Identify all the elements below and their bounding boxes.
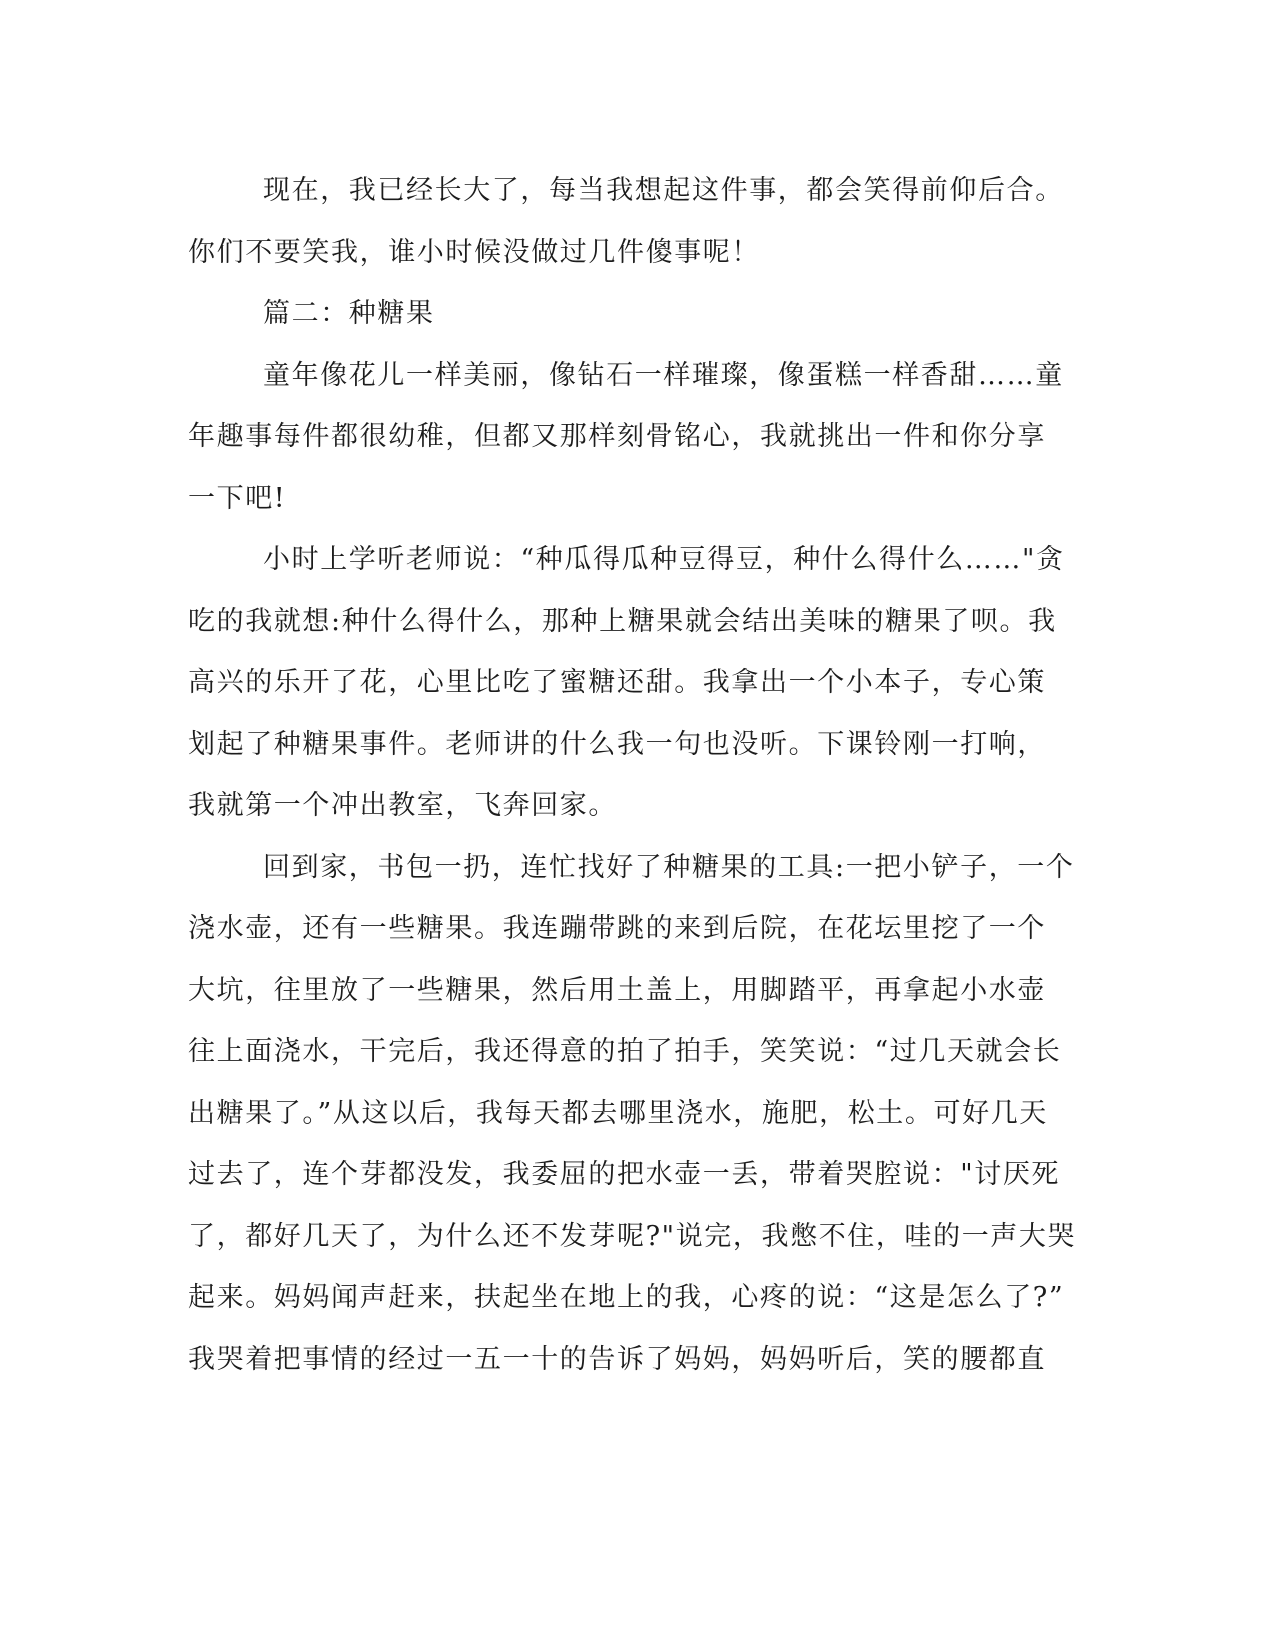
paragraph-line: 过去了，连个芽都没发，我委屈的把水壶一丢，带着哭腔说："讨厌死 bbox=[188, 1159, 1061, 1190]
paragraph-line: 出糖果了。”从这以后，我每天都去哪里浇水，施肥，松土。可好几天 bbox=[188, 1097, 1048, 1129]
paragraph-line: 起来。妈妈闻声赶来，扶起坐在地上的我，心疼的说：“这是怎么了?” bbox=[188, 1282, 1065, 1313]
paragraph-line: 一下吧! bbox=[188, 482, 287, 514]
paragraph-line: 划起了种糖果事件。老师讲的什么我一句也没听。下课铃刚一打响， bbox=[188, 728, 1046, 760]
paragraph-line: 小时上学听老师说：“种瓜得瓜种豆得豆，种什么得什么……"贪 bbox=[263, 544, 1065, 575]
paragraph-line: 高兴的乐开了花，心里比吃了蜜糖还甜。我拿出一个小本子，专心策 bbox=[188, 667, 1046, 698]
paragraph-line: 我就第一个冲出教室，飞奔回家。 bbox=[188, 790, 617, 821]
paragraph-line: 我哭着把事情的经过一五一十的告诉了妈妈，妈妈听后，笑的腰都直 bbox=[188, 1343, 1046, 1375]
paragraph-line: 童年像花儿一样美丽，像钻石一样璀璨，像蛋糕一样香甜……童 bbox=[263, 359, 1064, 391]
paragraph-line: 回到家，书包一扔，连忙找好了种糖果的工具:一把小铲子，一个 bbox=[263, 851, 1075, 883]
paragraph-line: 现在，我已经长大了，每当我想起这件事，都会笑得前仰后合。 bbox=[263, 175, 1064, 206]
paragraph-line: 你们不要笑我，谁小时候没做过几件傻事呢！ bbox=[188, 236, 760, 268]
document-body bbox=[188, 160, 1088, 1390]
section-heading: 篇二：种糖果 bbox=[263, 298, 435, 329]
paragraph-line: 浇水壶，还有一些糖果。我连蹦带跳的来到后院，在花坛里挖了一个 bbox=[188, 913, 1046, 944]
paragraph-line: 年趣事每件都很幼稚，但都又那样刻骨铭心，我就挑出一件和你分享 bbox=[188, 421, 1046, 452]
paragraph-line: 大坑，往里放了一些糖果，然后用土盖上，用脚踏平，再拿起小水壶 bbox=[188, 974, 1046, 1006]
paragraph-line: 吃的我就想:种什么得什么，那种上糖果就会结出美味的糖果了呗。我 bbox=[188, 605, 1057, 637]
paragraph-line: 了，都好几天了，为什么还不发芽呢?"说完，我憋不住，哇的一声大哭 bbox=[188, 1220, 1077, 1252]
paragraph-line: 往上面浇水，干完后，我还得意的拍了拍手，笑笑说：“过几天就会长 bbox=[188, 1036, 1062, 1067]
